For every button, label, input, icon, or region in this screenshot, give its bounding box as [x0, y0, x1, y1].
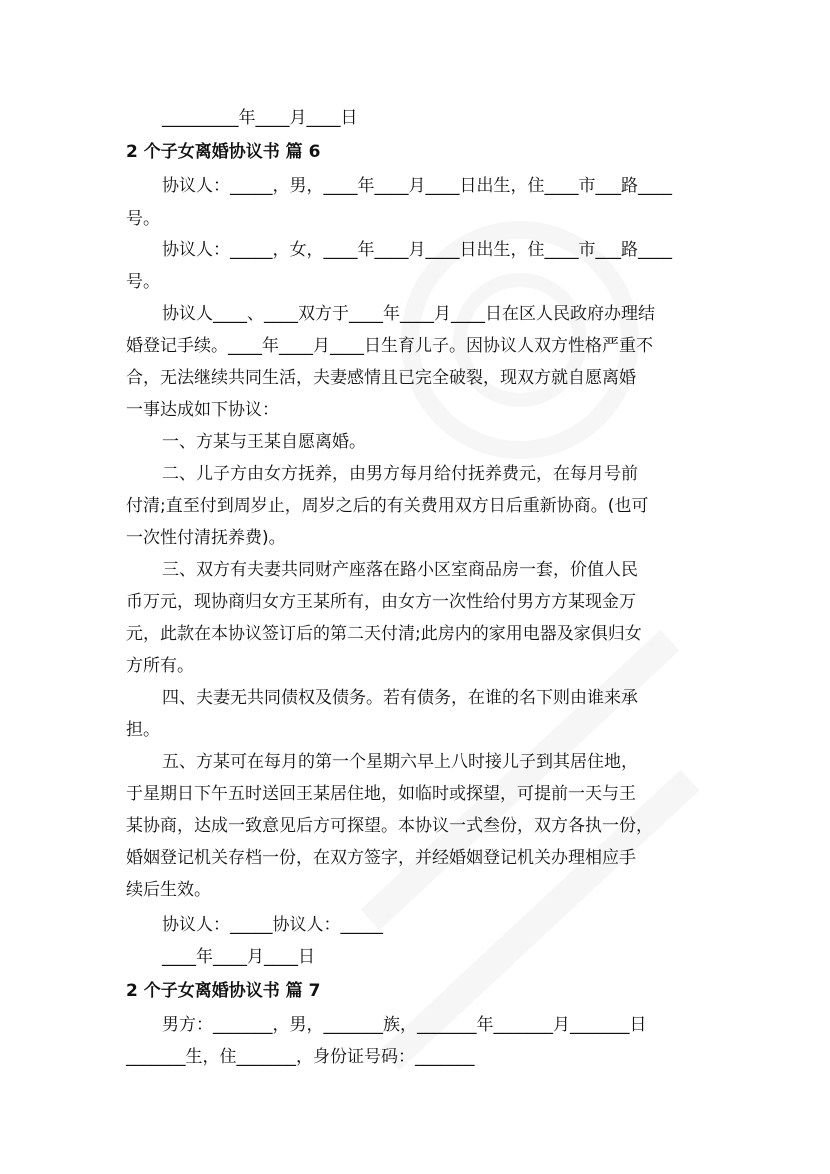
- section-heading-7: 2 个子女离婚协议书 篇 7: [126, 981, 321, 1001]
- section-heading-6: 2 个子女离婚协议书 篇 6: [126, 142, 321, 162]
- clause-5-cont: 续后生效。: [126, 880, 211, 900]
- clause-5-cont: 婚姻登记机关存档一份，在双方签字，并经婚姻登记机关办理相应手: [126, 848, 636, 868]
- party-line-female-cont: 号。: [126, 272, 160, 292]
- clause-5: 五、方某可在每月的第一个星期六早上八时接儿子到其居住地，: [162, 752, 638, 772]
- clause-2-cont: 一次性付清抚养费)。: [126, 528, 286, 548]
- clause-4-cont: 担。: [126, 720, 160, 740]
- clause-2-cont: 付清;直至付到周岁止，周岁之后的有关费用双方日后重新协商。(也可: [126, 496, 649, 516]
- clause-3-cont: 元，此款在本协议签订后的第二天付清;此房内的家用电器及家俱归女: [126, 624, 642, 644]
- paragraph-line: 协议人____、____双方于____年____月____日在区人民政府办理结: [162, 304, 655, 324]
- clause-5-cont: 某协商，达成一致意见后方可探望。本协议一式叁份，双方各执一份，: [126, 816, 653, 836]
- signature-line: 协议人：_____协议人：_____: [162, 915, 383, 935]
- signature-date-line: ____年____月____日: [162, 947, 315, 967]
- male-party-line: 男方：_______，男，_______族，_______年_______月_______日: [162, 1015, 647, 1035]
- paragraph-line: 婚登记手续。____年____月____日生育儿子。因协议人双方性格严重不: [126, 336, 653, 356]
- paragraph-line: 一事达成如下协议：: [126, 400, 279, 420]
- party-line-male: 协议人：_____，男，____年____月____日出生，住____市___路____: [162, 176, 672, 196]
- clause-3: 三、双方有夫妻共同财产座落在路小区室商品房一套，价值人民: [162, 560, 638, 580]
- date-line: _________年____月____日: [162, 108, 358, 128]
- clause-3-cont: 方所有。: [126, 656, 194, 676]
- party-line-male-cont: 号。: [126, 209, 160, 229]
- clause-1: 一、方某与王某自愿离婚。: [162, 432, 366, 452]
- male-party-line-cont: _______生，住_______，身份证号码：_______: [126, 1047, 475, 1067]
- clause-5-cont: 于星期日下午五时送回王某居住地，如临时或探望，可提前一天与王: [126, 784, 636, 804]
- clause-4: 四、夫妻无共同债权及债务。若有债务，在谁的名下则由谁来承: [162, 688, 638, 708]
- clause-3-cont: 币万元，现协商归女方王某所有，由女方一次性给付男方方某现金万: [126, 592, 636, 612]
- party-line-female: 协议人：_____，女，____年____月____日出生，住____市___路____: [162, 240, 672, 260]
- paragraph-line: 合，无法继续共同生活，夫妻感情且已完全破裂，现双方就自愿离婚: [126, 368, 636, 388]
- clause-2: 二、儿子方由女方抚养，由男方每月给付抚养费元，在每月号前: [162, 464, 638, 484]
